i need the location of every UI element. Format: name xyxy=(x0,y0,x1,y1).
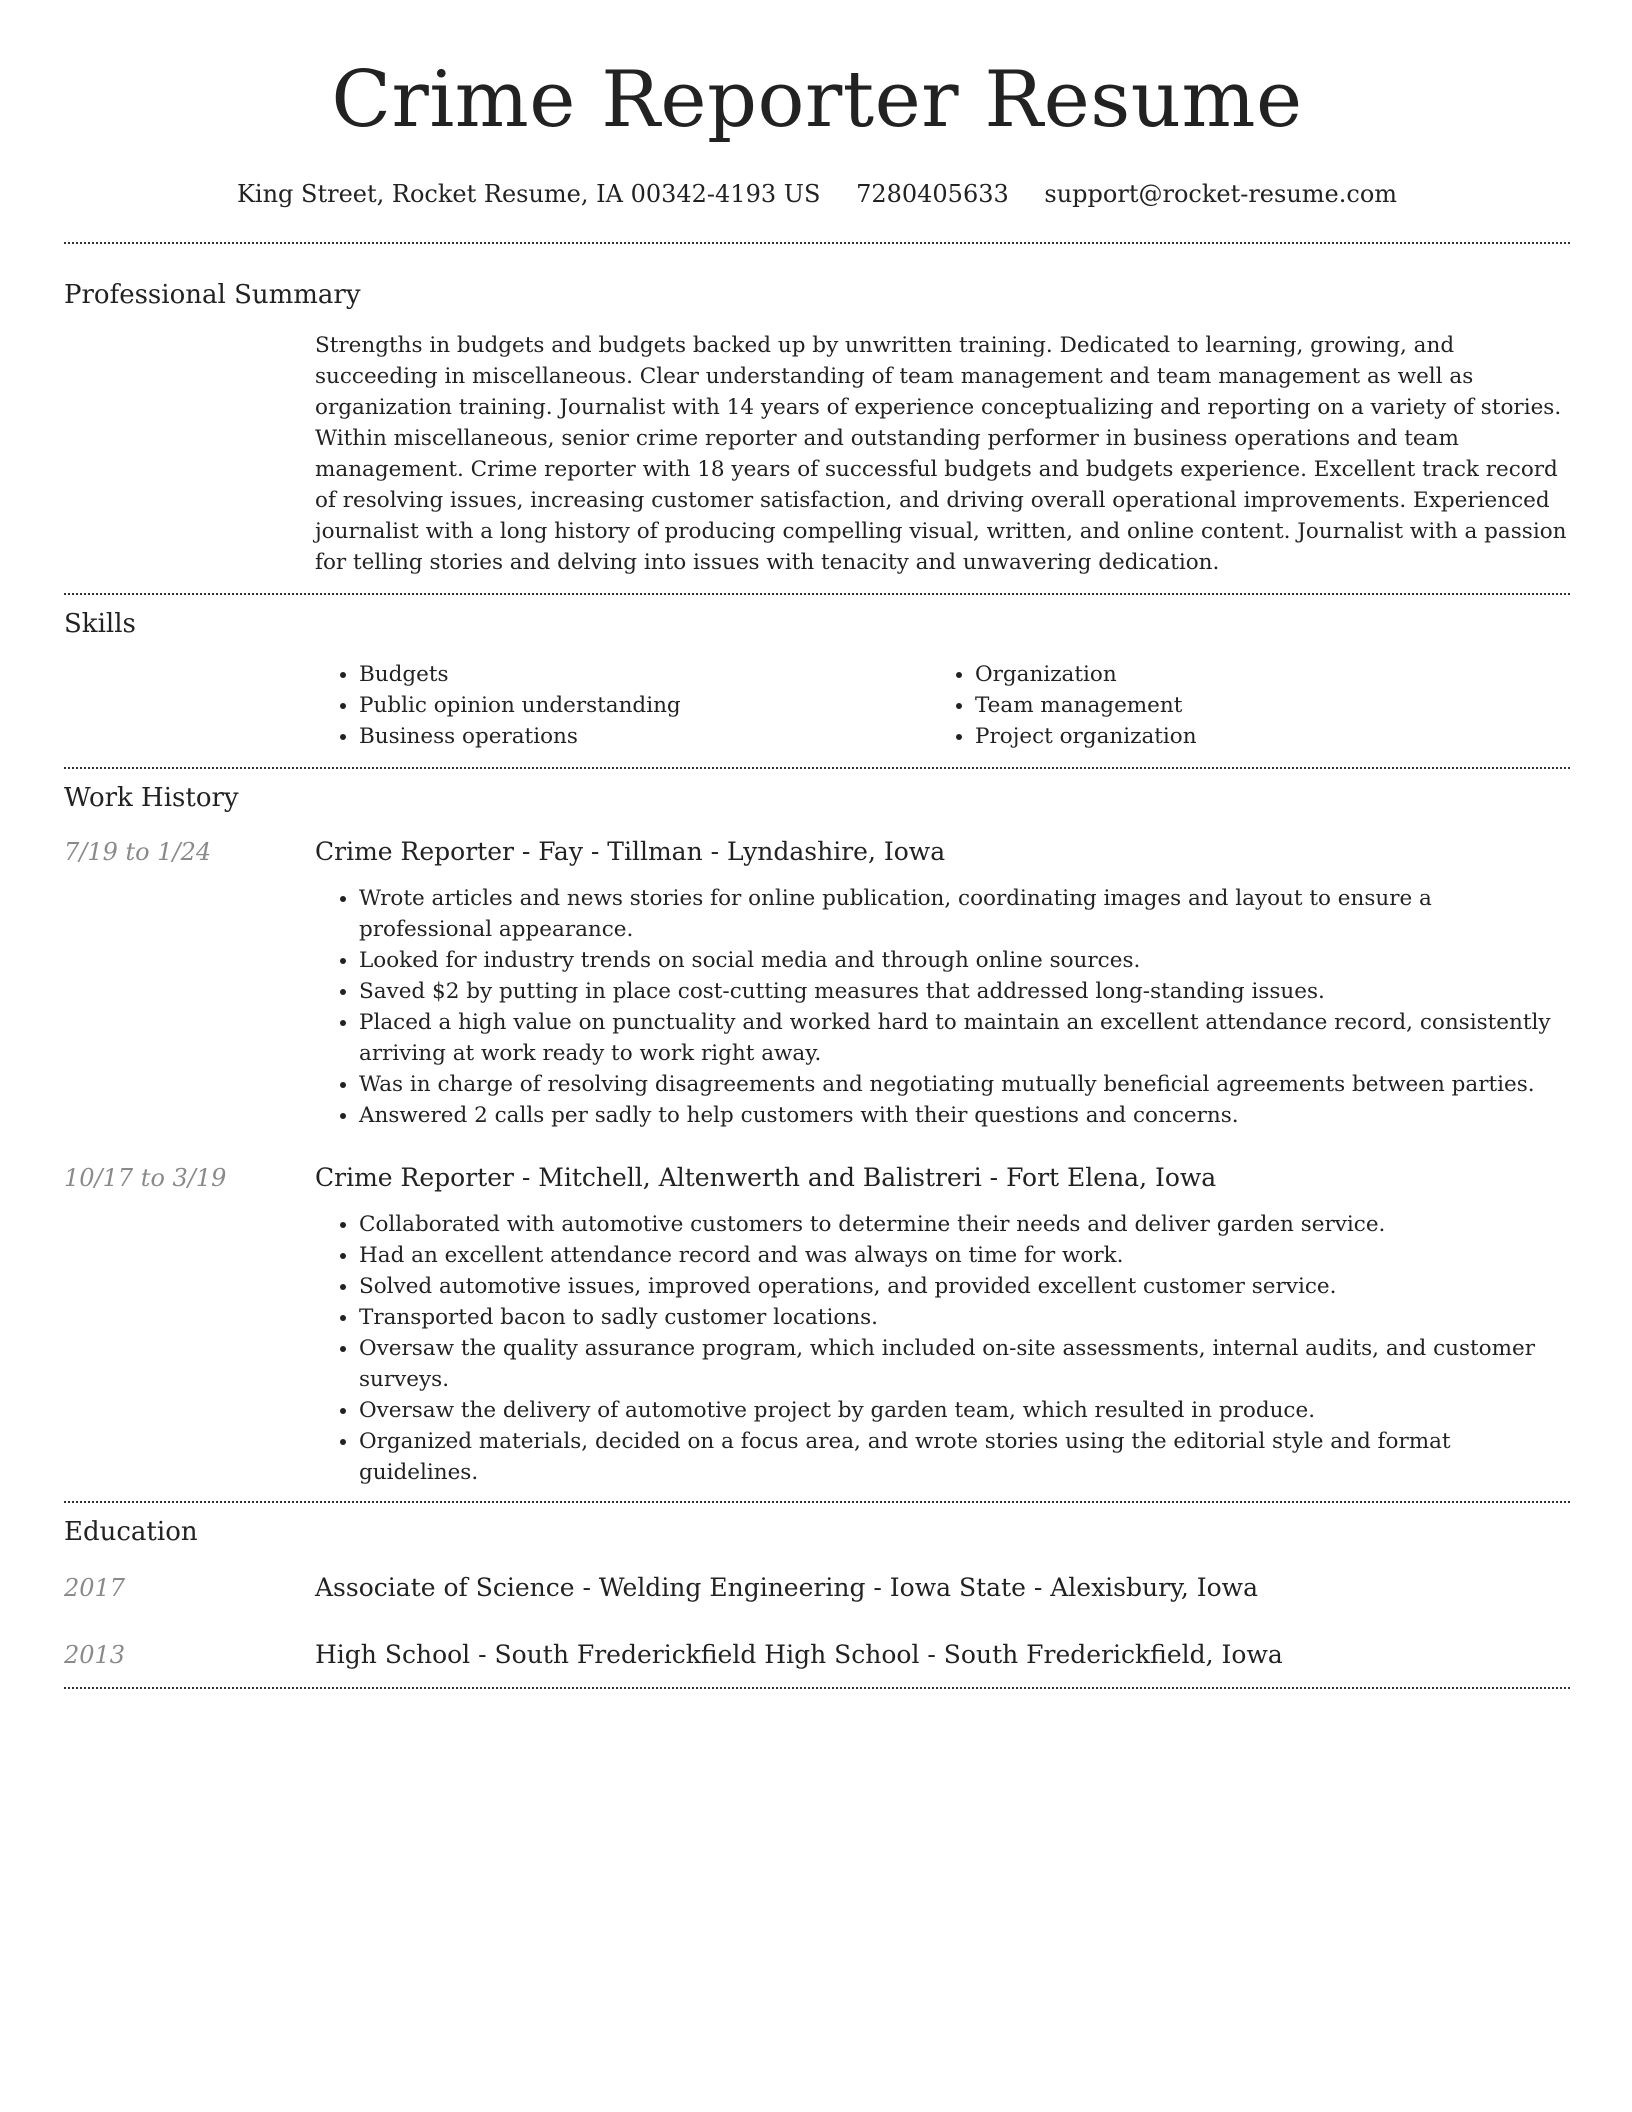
job-dates: 7/19 to 1/24 xyxy=(64,838,212,866)
job-bullet: • Placed a high value on punctuality and worked hard to maintain an excellent attendance record, consistently arriving at work ready to work right away. xyxy=(359,1007,1570,1069)
job-bullet: • Oversaw the delivery of automotive project by garden team, which resulted in produce. xyxy=(359,1395,1570,1426)
work-section xyxy=(64,769,1570,1488)
education-divider xyxy=(64,1687,1570,1689)
job-bullets xyxy=(315,1209,1570,1488)
skill-item: • Business operations xyxy=(359,721,931,752)
skill-item: • Public opinion understanding xyxy=(359,690,931,721)
education-heading: Education xyxy=(64,1517,198,1547)
job-bullet: • Transported bacon to sadly customer locations. xyxy=(359,1302,1570,1333)
contact-phone: 7280405633 xyxy=(856,180,1009,208)
education-entry xyxy=(64,1638,1570,1672)
job-bullet: • Saved $2 by putting in place cost-cutting measures that addressed long-standing issues. xyxy=(359,976,1570,1007)
job-bullet: • Answered 2 calls per sadly to help customers with their questions and concerns. xyxy=(359,1100,1570,1131)
education-heading-line: Associate of Science - Welding Engineering - Iowa State - Alexisbury, Iowa xyxy=(315,1573,1258,1602)
job-bullet: • Collaborated with automotive customers to determine their needs and deliver garden service. xyxy=(359,1209,1570,1240)
contact-line xyxy=(64,178,1570,210)
skill-item: • Project organization xyxy=(975,721,1547,752)
summary-heading: Professional Summary xyxy=(64,280,361,310)
education-section xyxy=(64,1503,1570,1672)
skill-item: • Team management xyxy=(975,690,1547,721)
resume-title: Crime Reporter Resume xyxy=(331,55,1303,145)
job-bullets xyxy=(315,883,1570,1131)
work-heading: Work History xyxy=(64,783,239,813)
job-heading: Crime Reporter - Mitchell, Altenwerth and Balistreri - Fort Elena, Iowa xyxy=(315,1163,1217,1192)
skills-list xyxy=(315,659,1570,752)
skills-heading: Skills xyxy=(64,609,136,639)
job-entry xyxy=(64,1161,1570,1488)
skills-column-left xyxy=(315,659,931,752)
contact-address: King Street, Rocket Resume, IA 00342-4193 US xyxy=(236,180,821,208)
job-bullet: • Looked for industry trends on social media and through online sources. xyxy=(359,945,1570,976)
job-entry xyxy=(64,835,1570,1131)
resume-page xyxy=(64,0,1570,1689)
job-bullet: • Solved automotive issues, improved operations, and provided excellent customer service. xyxy=(359,1271,1570,1302)
contact-email: support@rocket-resume.com xyxy=(1044,180,1398,208)
job-bullet: • Had an excellent attendance record and was always on time for work. xyxy=(359,1240,1570,1271)
summary-paragraph: Strengths in budgets and budgets backed up by unwritten training. Dedicated to learning, growing, and succeeding in miscellaneous. Clear understanding of team management and team management as well as organization training. Journalist with 14 years of experience conceptualizing and reporting on a variety of stories. Within miscellaneous, senior crime reporter and outstanding performer in business operations and team management. Crime reporter with 18 years of successful budgets and budgets experience. Excellent track record of resolving issues, increasing customer satisfaction, and driving overall operational improvements. Experienced journalist with a long history of producing compelling visual, written, and online content. Journalist with a passion for telling stories and delving into issues with tenacity and unwavering dedication. xyxy=(315,333,1567,575)
skill-item: • Organization xyxy=(975,659,1547,690)
job-bullet: • Organized materials, decided on a focus area, and wrote stories using the editorial style and format guidelines. xyxy=(359,1426,1570,1488)
job-bullet: • Wrote articles and news stories for online publication, coordinating images and layout to ensure a professional appearance. xyxy=(359,883,1570,945)
job-heading: Crime Reporter - Fay - Tillman - Lyndashire, Iowa xyxy=(315,837,946,866)
resume-header xyxy=(64,0,1570,210)
job-bullet: • Oversaw the quality assurance program, which included on-site assessments, internal audits, and customer surveys. xyxy=(359,1333,1570,1395)
job-bullet: • Was in charge of resolving disagreements and negotiating mutually beneficial agreements between parties. xyxy=(359,1069,1570,1100)
education-heading-line: High School - South Frederickfield High School - South Frederickfield, Iowa xyxy=(315,1640,1283,1669)
skills-section xyxy=(64,595,1570,752)
summary-section xyxy=(64,244,1570,578)
skills-column-right xyxy=(931,659,1547,752)
job-dates: 10/17 to 3/19 xyxy=(64,1164,227,1192)
education-entry xyxy=(64,1571,1570,1605)
skill-item: • Budgets xyxy=(359,659,931,690)
education-year: 2013 xyxy=(64,1641,126,1669)
education-year: 2017 xyxy=(64,1574,126,1602)
